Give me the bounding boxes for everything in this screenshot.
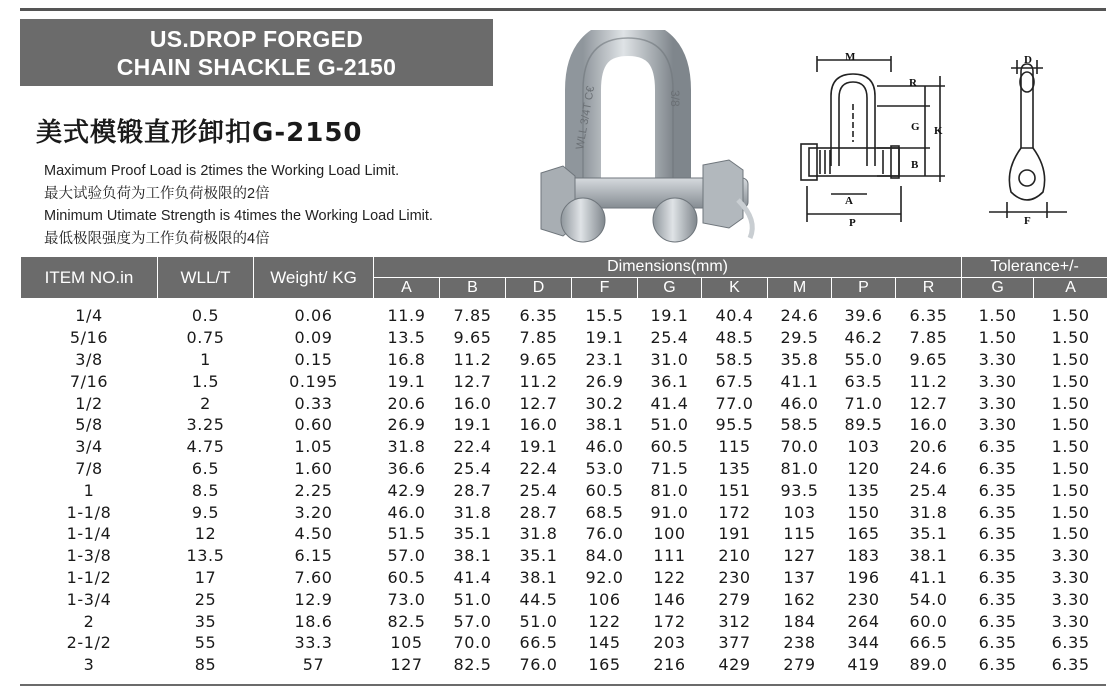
top-rule (20, 8, 1106, 11)
table-cell: 429 (718, 655, 751, 675)
table-cell: 46.2 (844, 328, 883, 348)
bottom-rule (20, 684, 1106, 686)
table-cell: 39.6 (844, 306, 883, 326)
header-dim-p: P (832, 278, 896, 299)
table-cell: 3 (83, 655, 95, 675)
table-cell: 5/8 (75, 415, 103, 435)
table-cell: 1.50 (1051, 524, 1090, 544)
table-cell: 60.5 (387, 567, 426, 587)
header-wll: WLL/T (158, 257, 254, 299)
diagram-label-a: A (845, 195, 853, 207)
table-cell: 146 (653, 589, 686, 609)
table-cell: 6.35 (978, 502, 1017, 522)
table-cell: 29.5 (780, 328, 819, 348)
table-cell: 16.0 (453, 393, 492, 413)
table-cell: 35.8 (780, 349, 819, 369)
table-row (21, 327, 1108, 349)
table-cell: 44.5 (519, 589, 558, 609)
table-cell: 6.35 (978, 567, 1017, 587)
table-cell: 279 (718, 589, 751, 609)
table-cell: 6.35 (978, 589, 1017, 609)
note-ultimate-strength-cn: 最低极限强度为工作负荷极限的4倍 (44, 230, 270, 247)
table-cell: 127 (390, 655, 423, 675)
table-cell: 17 (194, 567, 217, 587)
table-row (21, 501, 1108, 523)
table-cell: 92.0 (585, 567, 624, 587)
table-cell: 54.0 (909, 589, 948, 609)
header-dim-a: A (374, 278, 440, 299)
table-cell: 2-1/2 (66, 633, 112, 653)
table-cell: 58.5 (715, 349, 754, 369)
table-cell: 6.35 (909, 306, 948, 326)
table-cell: 35.1 (519, 546, 558, 566)
table-cell: 6.35 (978, 480, 1017, 500)
table-cell: 28.7 (453, 480, 492, 500)
table-cell: 238 (783, 633, 816, 653)
table-cell: 122 (588, 611, 621, 631)
table-cell: 6.35 (978, 633, 1017, 653)
table-row (21, 458, 1108, 480)
table-cell: 122 (653, 567, 686, 587)
table-cell: 30.2 (585, 393, 624, 413)
table-cell: 4.75 (186, 437, 225, 457)
table-cell: 16.8 (387, 349, 426, 369)
table-cell: 71.5 (650, 458, 689, 478)
table-cell: 89.5 (844, 415, 883, 435)
table-cell: 3.30 (1051, 567, 1090, 587)
table-cell: 111 (653, 546, 686, 566)
spec-table-body (21, 299, 1108, 676)
table-cell: 135 (847, 480, 880, 500)
table-row (21, 479, 1108, 501)
table-cell: 25.4 (909, 480, 948, 500)
table-cell: 8.5 (191, 480, 220, 500)
bow-marking-right: 3/8 (668, 90, 682, 107)
table-cell: 24.6 (909, 458, 948, 478)
table-cell: 22.4 (453, 437, 492, 457)
table-cell: 1.50 (978, 306, 1017, 326)
table-cell: 6.35 (978, 458, 1017, 478)
header-item-no: ITEM NO.in (21, 257, 158, 299)
table-row (21, 654, 1108, 676)
table-cell: 103 (847, 437, 880, 457)
table-cell: 150 (847, 502, 880, 522)
table-cell: 312 (718, 611, 751, 631)
diagram-label-b: B (911, 159, 919, 171)
table-cell: 1.50 (1051, 437, 1090, 457)
chinese-title: 美式模锻直形卸扣G-2150 (36, 118, 363, 148)
shackle-photo (533, 30, 773, 248)
diagram-label-r: R (909, 77, 917, 89)
table-cell: 22.4 (519, 458, 558, 478)
table-cell: 81.0 (650, 480, 689, 500)
table-cell: 0.15 (294, 349, 333, 369)
table-cell: 46.0 (387, 502, 426, 522)
table-row (21, 588, 1108, 610)
table-cell: 6.35 (1051, 633, 1090, 653)
table-cell: 53.0 (585, 458, 624, 478)
diagram-label-m: M (845, 51, 856, 63)
table-cell: 76.0 (585, 524, 624, 544)
table-cell: 58.5 (780, 415, 819, 435)
table-cell: 3.30 (978, 349, 1017, 369)
table-cell: 7.85 (909, 328, 948, 348)
table-cell: 68.5 (585, 502, 624, 522)
table-cell: 85 (194, 655, 217, 675)
table-cell: 66.5 (909, 633, 948, 653)
table-cell: 106 (588, 589, 621, 609)
table-cell: 57 (302, 655, 325, 675)
table-cell: 18.6 (294, 611, 333, 631)
header-weight: Weight/ KG (254, 257, 374, 299)
header-dim-r: R (896, 278, 962, 299)
table-cell: 115 (718, 437, 751, 457)
table-cell: 20.6 (909, 437, 948, 457)
table-cell: 12 (194, 524, 217, 544)
table-cell: 6.35 (978, 546, 1017, 566)
table-cell: 3.30 (1051, 546, 1090, 566)
table-cell: 13.5 (387, 328, 426, 348)
table-cell: 1-1/2 (66, 567, 112, 587)
table-cell: 0.09 (294, 328, 333, 348)
table-cell: 70.0 (780, 437, 819, 457)
table-cell: 41.4 (453, 567, 492, 587)
table-cell: 210 (718, 546, 751, 566)
table-cell: 33.3 (294, 633, 333, 653)
table-cell: 7.60 (294, 567, 333, 587)
table-cell: 41.1 (909, 567, 948, 587)
table-cell: 7/8 (75, 458, 103, 478)
table-cell: 1.50 (1051, 480, 1090, 500)
table-row (21, 567, 1108, 589)
table-cell: 344 (847, 633, 880, 653)
table-cell: 95.5 (715, 415, 754, 435)
table-cell: 0.60 (294, 415, 333, 435)
table-cell: 377 (718, 633, 751, 653)
table-row (21, 414, 1108, 436)
table-cell: 230 (718, 567, 751, 587)
table-cell: 26.9 (387, 415, 426, 435)
table-cell: 46.0 (585, 437, 624, 457)
table-cell: 91.0 (650, 502, 689, 522)
header-dim-f: F (572, 278, 638, 299)
table-cell: 26.9 (585, 371, 624, 391)
table-cell: 57.0 (387, 546, 426, 566)
table-cell: 9.65 (909, 349, 948, 369)
table-cell: 1.60 (294, 458, 333, 478)
spec-table (20, 256, 1108, 676)
table-cell: 11.2 (519, 371, 558, 391)
table-cell: 1-1/4 (66, 524, 112, 544)
table-cell: 2 (83, 611, 95, 631)
table-cell: 1/4 (75, 306, 103, 326)
table-cell: 1/2 (75, 393, 103, 413)
table-cell: 115 (783, 524, 816, 544)
header-tol-a: A (1034, 278, 1108, 299)
table-cell: 16.0 (519, 415, 558, 435)
header-dim-d: D (506, 278, 572, 299)
table-cell: 35 (194, 611, 217, 631)
table-cell: 35.1 (909, 524, 948, 544)
table-cell: 11.2 (453, 349, 492, 369)
title-line-1: US.DROP FORGED (149, 26, 364, 52)
table-cell: 60.5 (585, 480, 624, 500)
table-cell: 1 (200, 349, 211, 369)
table-cell: 1.50 (1051, 371, 1090, 391)
table-cell: 55.0 (844, 349, 883, 369)
table-cell: 51.0 (453, 589, 492, 609)
table-cell: 162 (783, 589, 816, 609)
table-cell: 38.1 (519, 567, 558, 587)
table-cell: 2 (200, 393, 211, 413)
table-cell: 4.50 (294, 524, 333, 544)
table-cell: 1.50 (1051, 306, 1090, 326)
table-cell: 172 (653, 611, 686, 631)
table-cell: 25.4 (453, 458, 492, 478)
table-cell: 19.1 (650, 306, 689, 326)
header-dim-k: K (702, 278, 768, 299)
table-cell: 24.6 (780, 306, 819, 326)
table-cell: 84.0 (585, 546, 624, 566)
table-cell: 12.7 (519, 393, 558, 413)
table-cell: 183 (847, 546, 880, 566)
table-cell: 46.0 (780, 393, 819, 413)
table-cell: 120 (847, 458, 880, 478)
table-cell: 60.5 (650, 437, 689, 457)
table-cell: 41.1 (780, 371, 819, 391)
diagram-label-f: F (1024, 215, 1031, 227)
table-cell: 0.06 (294, 306, 333, 326)
table-cell: 6.5 (191, 458, 220, 478)
header-tolerance: Tolerance+/- (962, 257, 1108, 278)
table-cell: 1-3/8 (66, 546, 112, 566)
table-row (21, 545, 1108, 567)
table-cell: 76.0 (519, 655, 558, 675)
table-row (21, 632, 1108, 654)
table-cell: 31.8 (453, 502, 492, 522)
header-dimensions: Dimensions(mm) (374, 257, 962, 278)
table-cell: 12.9 (294, 589, 333, 609)
table-cell: 1-1/8 (66, 502, 112, 522)
table-cell: 6.35 (978, 524, 1017, 544)
table-cell: 0.195 (289, 371, 338, 391)
table-cell: 103 (783, 502, 816, 522)
table-cell: 127 (783, 546, 816, 566)
table-cell: 6.35 (978, 655, 1017, 675)
table-cell: 216 (653, 655, 686, 675)
table-row (21, 436, 1108, 458)
table-cell: 172 (718, 502, 751, 522)
table-cell: 3.30 (1051, 589, 1090, 609)
table-cell: 3.30 (978, 393, 1017, 413)
table-cell: 196 (847, 567, 880, 587)
table-cell: 3/8 (75, 349, 103, 369)
table-cell: 60.0 (909, 611, 948, 631)
bow-marking-left: WLL 3/4T C€ (574, 85, 598, 151)
table-cell: 419 (847, 655, 880, 675)
table-cell: 51.5 (387, 524, 426, 544)
table-cell: 264 (847, 611, 880, 631)
table-cell: 6.35 (978, 437, 1017, 457)
table-cell: 12.7 (453, 371, 492, 391)
table-cell: 203 (653, 633, 686, 653)
header-dim-g: G (638, 278, 702, 299)
table-cell: 70.0 (453, 633, 492, 653)
table-cell: 135 (718, 458, 751, 478)
table-cell: 1 (83, 480, 95, 500)
table-cell: 100 (653, 524, 686, 544)
table-cell: 28.7 (519, 502, 558, 522)
table-cell: 11.9 (387, 306, 426, 326)
table-cell: 51.0 (519, 611, 558, 631)
title-line-2: CHAIN SHACKLE G-2150 (116, 54, 397, 80)
table-cell: 81.0 (780, 458, 819, 478)
table-cell: 57.0 (453, 611, 492, 631)
table-cell: 31.8 (519, 524, 558, 544)
diagram-label-p: P (849, 217, 856, 229)
table-cell: 82.5 (453, 655, 492, 675)
table-cell: 3.25 (186, 415, 225, 435)
table-cell: 7.85 (453, 306, 492, 326)
table-cell: 19.1 (585, 328, 624, 348)
table-cell: 165 (847, 524, 880, 544)
table-row (21, 370, 1108, 392)
table-cell: 19.1 (387, 371, 426, 391)
table-cell: 3/4 (75, 437, 103, 457)
table-row (21, 349, 1108, 371)
table-cell: 9.5 (191, 502, 220, 522)
load-notes (44, 160, 433, 250)
table-cell: 1.50 (1051, 502, 1090, 522)
table-cell: 1.50 (1051, 415, 1090, 435)
table-cell: 31.0 (650, 349, 689, 369)
dimension-diagram-front (795, 46, 960, 236)
table-cell: 11.2 (909, 371, 948, 391)
table-cell: 42.9 (387, 480, 426, 500)
table-cell: 12.7 (909, 393, 948, 413)
table-cell: 51.0 (650, 415, 689, 435)
table-cell: 82.5 (387, 611, 426, 631)
title-banner (20, 19, 493, 86)
table-cell: 9.65 (519, 349, 558, 369)
table-cell: 71.0 (844, 393, 883, 413)
table-cell: 31.8 (387, 437, 426, 457)
table-cell: 279 (783, 655, 816, 675)
table-cell: 48.5 (715, 328, 754, 348)
table-cell: 7/16 (69, 371, 109, 391)
table-cell: 3.30 (978, 415, 1017, 435)
table-cell: 63.5 (844, 371, 883, 391)
table-cell: 1.50 (1051, 328, 1090, 348)
table-cell: 191 (718, 524, 751, 544)
table-row (21, 523, 1108, 545)
dimension-diagram-side (983, 52, 1071, 228)
header-dim-b: B (440, 278, 506, 299)
header-tol-g: G (962, 278, 1034, 299)
table-row (21, 392, 1108, 414)
table-cell: 1.05 (294, 437, 333, 457)
table-cell: 184 (783, 611, 816, 631)
table-cell: 1.50 (1051, 393, 1090, 413)
table-cell: 19.1 (453, 415, 492, 435)
table-cell: 38.1 (585, 415, 624, 435)
table-cell: 1.50 (1051, 349, 1090, 369)
table-cell: 31.8 (909, 502, 948, 522)
table-cell: 25.4 (650, 328, 689, 348)
table-cell: 25.4 (519, 480, 558, 500)
table-cell: 230 (847, 589, 880, 609)
table-cell: 73.0 (387, 589, 426, 609)
table-cell: 77.0 (715, 393, 754, 413)
table-cell: 0.75 (186, 328, 225, 348)
table-cell: 1-3/4 (66, 589, 112, 609)
table-cell: 67.5 (715, 371, 754, 391)
table-cell: 25 (194, 589, 217, 609)
note-proof-load-cn: 最大试验负荷为工作负荷极限的2倍 (44, 185, 270, 202)
table-row (21, 610, 1108, 632)
table-cell: 19.1 (519, 437, 558, 457)
table-row (21, 299, 1108, 327)
note-ultimate-strength-en: Minimum Utimate Strength is 4times the Working Load Limit. (44, 208, 433, 224)
table-cell: 1.5 (191, 371, 220, 391)
table-cell: 55 (194, 633, 217, 653)
table-cell: 1.50 (978, 328, 1017, 348)
table-cell: 23.1 (585, 349, 624, 369)
table-cell: 20.6 (387, 393, 426, 413)
table-cell: 38.1 (909, 546, 948, 566)
diagram-label-d: D (1024, 54, 1032, 66)
table-cell: 0.33 (294, 393, 333, 413)
table-cell: 15.5 (585, 306, 624, 326)
table-cell: 16.0 (909, 415, 948, 435)
table-cell: 6.15 (294, 546, 333, 566)
table-cell: 0.5 (191, 306, 220, 326)
table-cell: 165 (588, 655, 621, 675)
note-proof-load-en: Maximum Proof Load is 2times the Working Load Limit. (44, 163, 400, 179)
table-cell: 41.4 (650, 393, 689, 413)
table-cell: 93.5 (780, 480, 819, 500)
table-cell: 66.5 (519, 633, 558, 653)
table-cell: 36.6 (387, 458, 426, 478)
table-cell: 38.1 (453, 546, 492, 566)
table-cell: 2.25 (294, 480, 333, 500)
table-cell: 5/16 (69, 328, 109, 348)
table-cell: 145 (588, 633, 621, 653)
table-cell: 3.20 (294, 502, 333, 522)
table-cell: 137 (783, 567, 816, 587)
table-cell: 13.5 (186, 546, 225, 566)
table-cell: 7.85 (519, 328, 558, 348)
header-dim-m: M (768, 278, 832, 299)
table-cell: 40.4 (715, 306, 754, 326)
table-cell: 9.65 (453, 328, 492, 348)
table-cell: 3.30 (1051, 611, 1090, 631)
table-cell: 35.1 (453, 524, 492, 544)
diagram-label-k: K (934, 125, 943, 137)
table-cell: 89.0 (909, 655, 948, 675)
table-cell: 3.30 (978, 371, 1017, 391)
diagram-label-g: G (911, 121, 920, 133)
table-cell: 6.35 (978, 611, 1017, 631)
table-cell: 6.35 (1051, 655, 1090, 675)
table-cell: 151 (718, 480, 751, 500)
table-cell: 105 (390, 633, 423, 653)
table-cell: 6.35 (519, 306, 558, 326)
table-cell: 1.50 (1051, 458, 1090, 478)
table-cell: 36.1 (650, 371, 689, 391)
